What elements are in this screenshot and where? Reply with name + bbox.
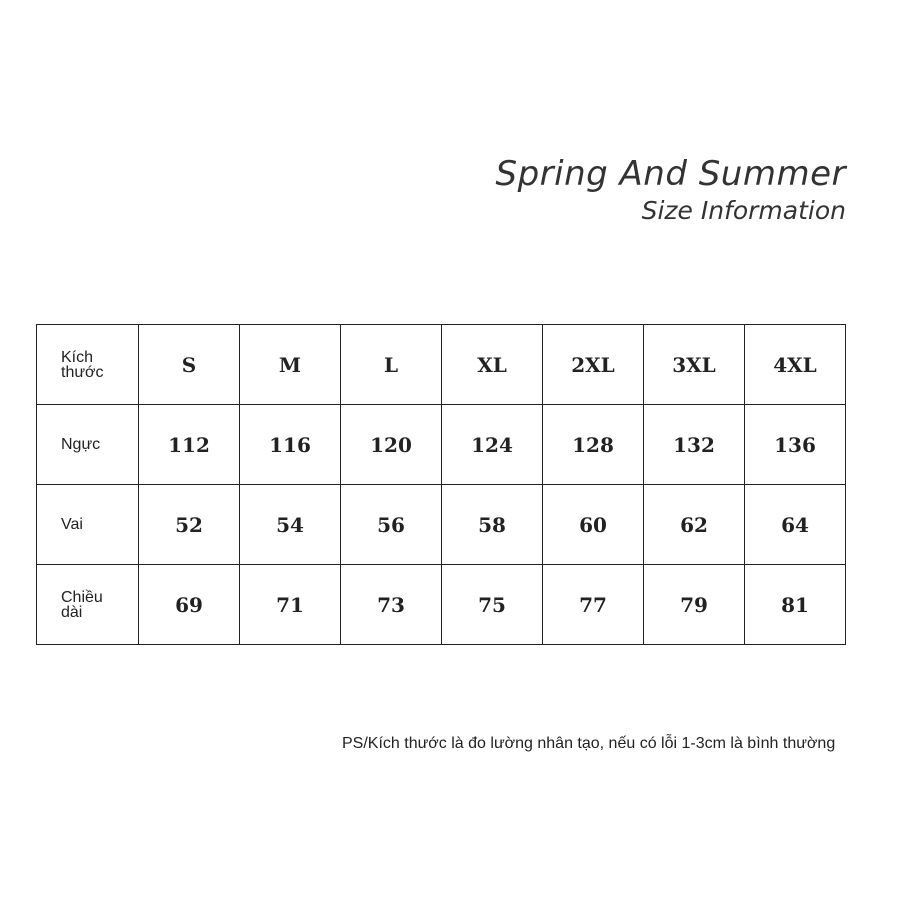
table-cell: 52: [139, 485, 240, 565]
row-label-cell: Vai: [37, 485, 139, 565]
table-cell: 124: [442, 405, 543, 485]
page-subtitle: Size Information: [641, 196, 846, 225]
table-cell: 71: [240, 565, 341, 645]
table-cell: 58: [442, 485, 543, 565]
table-cell: 54: [240, 485, 341, 565]
size-header-cell: L: [341, 325, 442, 405]
table-row: [37, 405, 846, 485]
size-header-cell: 2XL: [543, 325, 644, 405]
table-cell: 75: [442, 565, 543, 645]
table-cell: 62: [644, 485, 745, 565]
page-title: Spring And Summer: [495, 154, 846, 194]
table-row: [37, 565, 846, 645]
table-cell: 112: [139, 405, 240, 485]
table-cell: 132: [644, 405, 745, 485]
size-table: [36, 324, 846, 645]
table-cell: 79: [644, 565, 745, 645]
table-cell: 116: [240, 405, 341, 485]
table-cell: 81: [745, 565, 846, 645]
table-cell: 56: [341, 485, 442, 565]
table-cell: 64: [745, 485, 846, 565]
size-header-cell: S: [139, 325, 240, 405]
size-header-cell: M: [240, 325, 341, 405]
heading: [496, 152, 847, 228]
table-cell: 77: [543, 565, 644, 645]
row-label-cell: Chiều dài: [37, 565, 139, 645]
table-cell: 120: [341, 405, 442, 485]
table-cell: 73: [341, 565, 442, 645]
header-label-cell: Kích thước: [37, 325, 139, 405]
size-header-cell: 3XL: [644, 325, 745, 405]
row-label-cell: Ngực: [37, 405, 139, 485]
table-row: [37, 485, 846, 565]
table-cell: 128: [543, 405, 644, 485]
table-cell: 69: [139, 565, 240, 645]
size-header-cell: XL: [442, 325, 543, 405]
table-cell: 136: [745, 405, 846, 485]
table-cell: 60: [543, 485, 644, 565]
table-header-row: [37, 325, 846, 405]
measurement-note: PS/Kích thước là đo lường nhân tạo, nếu có lỗi 1-3cm là bình thường: [342, 735, 836, 752]
size-header-cell: 4XL: [745, 325, 846, 405]
